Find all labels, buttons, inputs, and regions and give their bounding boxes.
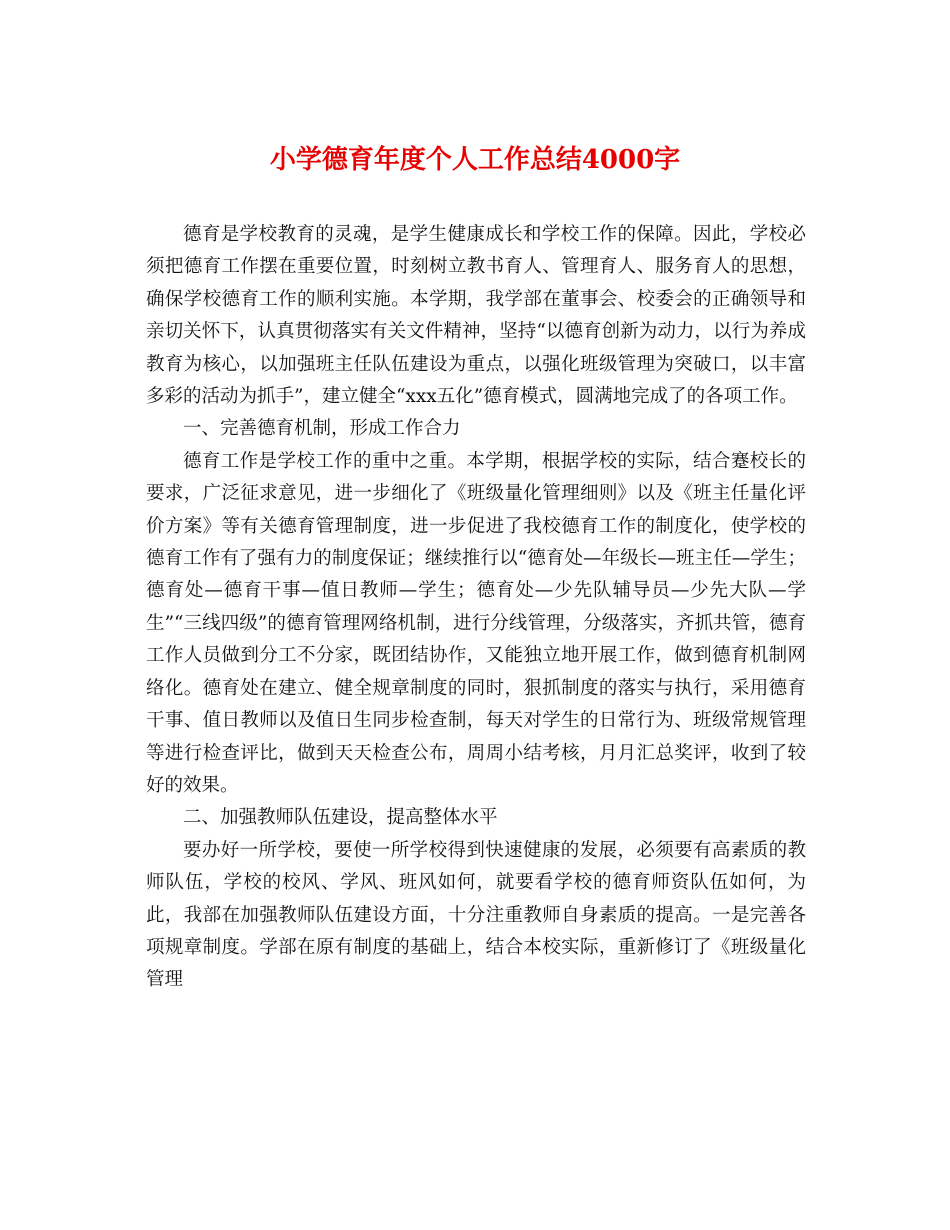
paragraph-intro: 德育是学校教育的灵魂，是学生健康成长和学校工作的保障。因此，学校必须把德育工作摆在重要位置，时刻树立教书育人、管理育人、服务育人的思想，确保学校德育工作的顺利实施。本学期，我学部在董事会、校委会的正确领导和亲切关怀下，认真贯彻落实有关文件精神，坚持“以德育创新为动力，以行为养成教育为核心，以加强班主任队伍建设为重点，以强化班级管理为突破口，以丰富多彩的活动为抓手”，建立健全“xxx五化”德育模式，圆满地完成了的各项工作。 [146,224,806,408]
section-heading-2: 二、加强教师队伍建设，提高整体水平 [183,807,498,829]
document-title: 小学德育年度个人工作总结4000字 [269,145,681,175]
document-body [146,219,806,997]
paragraph-section-1: 德育工作是学校工作的重中之重。本学期，根据学校的实际，结合蹇校长的要求，广泛征求意见，进一步细化了《班级量化管理细则》以及《班主任量化评价方案》等有关德育管理制度，进一步促进了我校德育工作的制度化，使学校的德育工作有了强有力的制度保证；继续推行以“德育处—年级长—班主任—学生；德育处—德育干事—值日教师—学生；德育处—少先队辅导员—少先大队—学生”“三线四级”的德育管理网络机制，进行分线管理，分级落实，齐抓共管，德育工作人员做到分工不分家，既团结协作，又能独立地开展工作，做到德育机制网络化。德育处在建立、健全规章制度的同时，狠抓制度的落实与执行，采用德育干事、值日教师以及值日生同步检查制，每天对学生的日常行为、班级常规管理等进行检查评比，做到天天检查公布，周周小结考核，月月汇总奖评，收到了较好的效果。 [146,450,806,796]
section-heading-1: 一、完善德育机制，形成工作合力 [183,418,461,440]
paragraph-section-2: 要办好一所学校，要使一所学校得到快速健康的发展，必须要有高素质的教师队伍，学校的校风、学风、班风如何，就要看学校的德育师资队伍如何，为此，我部在加强教师队伍建设方面，十分注重教师自身素质的提高。一是完善各项规章制度。学部在原有制度的基础上，结合本校实际，重新修订了《班级量化管理 [146,839,806,991]
